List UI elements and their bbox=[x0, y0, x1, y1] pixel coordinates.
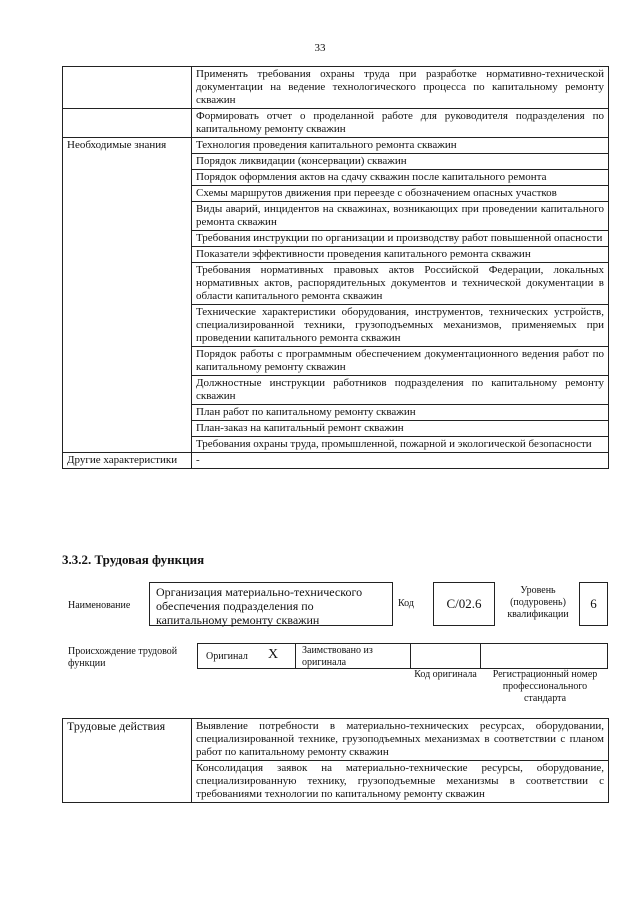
page-number: 33 bbox=[314, 42, 326, 54]
empty-label-cell bbox=[63, 67, 192, 109]
origin-label: Происхождение трудовой функции bbox=[68, 646, 178, 669]
name-label: Наименование bbox=[68, 600, 131, 611]
code-caption: Код оригинала bbox=[414, 669, 477, 680]
table-row bbox=[63, 109, 609, 138]
knowledge-row: Виды аварий, инцидентов на скважинах, возникающих при проведении капитального ремонта скважин bbox=[192, 202, 609, 231]
table-row bbox=[63, 138, 609, 154]
knowledge-row: Требования охраны труда, промышленной, пожарной и экологической безопасности bbox=[192, 437, 609, 453]
competence-table bbox=[62, 66, 609, 469]
knowledge-row: План работ по капитальному ремонту скважин bbox=[192, 405, 609, 421]
knowledge-row: Порядок оформления актов на сдачу скважин после капитального ремонта bbox=[192, 170, 609, 186]
code-label: Код bbox=[398, 598, 414, 609]
qualification-level-label: Уровень (подуровень) квалификации bbox=[507, 585, 569, 620]
qualification-level-box: 6 bbox=[579, 582, 608, 626]
labor-actions-label: Трудовые действия bbox=[63, 719, 192, 803]
other-characteristics-value: - bbox=[192, 453, 609, 469]
labor-action-row: Консолидация заявок на материально-технические ресурсы, оборудование, специализированную технику, грузоподъемные механизмы в соответствии с требованиями технологии по капитальному ремонту скважин bbox=[192, 761, 609, 803]
skill-row: Формировать отчет о проделанной работе для руководителя подразделения по капитальному ремонту скважин bbox=[192, 109, 609, 138]
knowledge-label: Необходимые знания bbox=[63, 138, 192, 453]
function-name-box: Организация материально-технического обеспечения подразделения по капитальному ремонту скважин bbox=[149, 582, 393, 626]
knowledge-row: Требования нормативных правовых актов Российской Федерации, локальных нормативных актов, распорядительных документов и технической документации в области капитального ремонта скважин bbox=[192, 263, 609, 305]
skill-row: Применять требования охраны труда при разработке нормативно-технической документации на ведение технологического процесса по капитальному ремонту скважин bbox=[192, 67, 609, 109]
table-row bbox=[63, 67, 609, 109]
other-characteristics-label: Другие характеристики bbox=[63, 453, 192, 469]
knowledge-row: Порядок ликвидации (консервации) скважин bbox=[192, 154, 609, 170]
section-title: 3.3.2. Трудовая функция bbox=[62, 552, 205, 567]
origin-original-cell bbox=[197, 643, 296, 669]
labor-action-row: Выявление потребности в материально-технических ресурсах, оборудовании, специализированной технике, грузоподъемных механизмах в соответствии с планом работ по капитальному ремонту скважин bbox=[192, 719, 609, 761]
knowledge-row: Показатели эффективности проведения капитального ремонта скважин bbox=[192, 247, 609, 263]
knowledge-row: Должностные инструкции работников подразделения по капитальному ремонту скважин bbox=[192, 376, 609, 405]
knowledge-row: Схемы маршрутов движения при переезде с обозначением опасных участков bbox=[192, 186, 609, 202]
knowledge-row: План-заказ на капитальный ремонт скважин bbox=[192, 421, 609, 437]
table-row bbox=[63, 453, 609, 469]
knowledge-row: Технология проведения капитального ремонта скважин bbox=[192, 138, 609, 154]
knowledge-row: Технические характеристики оборудования, инструментов, технических устройств, специализированной техники, грузоподъемных механизмов, применяемых при проведении капитального ремонта скважин bbox=[192, 305, 609, 347]
knowledge-row: Порядок работы с программным обеспечением документационного ведения работ по капитальному ремонту скважин bbox=[192, 347, 609, 376]
original-mark: X bbox=[268, 647, 279, 662]
origin-borrowed-cell bbox=[295, 643, 411, 669]
labor-actions-table bbox=[62, 718, 609, 803]
empty-label-cell bbox=[63, 109, 192, 138]
function-code-box: C/02.6 bbox=[433, 582, 495, 626]
original-label: Оригинал bbox=[206, 651, 248, 662]
table-row bbox=[63, 719, 609, 761]
origin-code-cell bbox=[410, 643, 481, 669]
borrowed-label: Заимствовано из оригинала bbox=[302, 645, 373, 668]
knowledge-row: Требования инструкции по организации и производству работ повышенной опасности bbox=[192, 231, 609, 247]
origin-reg-number-cell bbox=[480, 643, 608, 669]
reg-number-caption: Регистрационный номер профессионального стандарта bbox=[492, 669, 598, 704]
